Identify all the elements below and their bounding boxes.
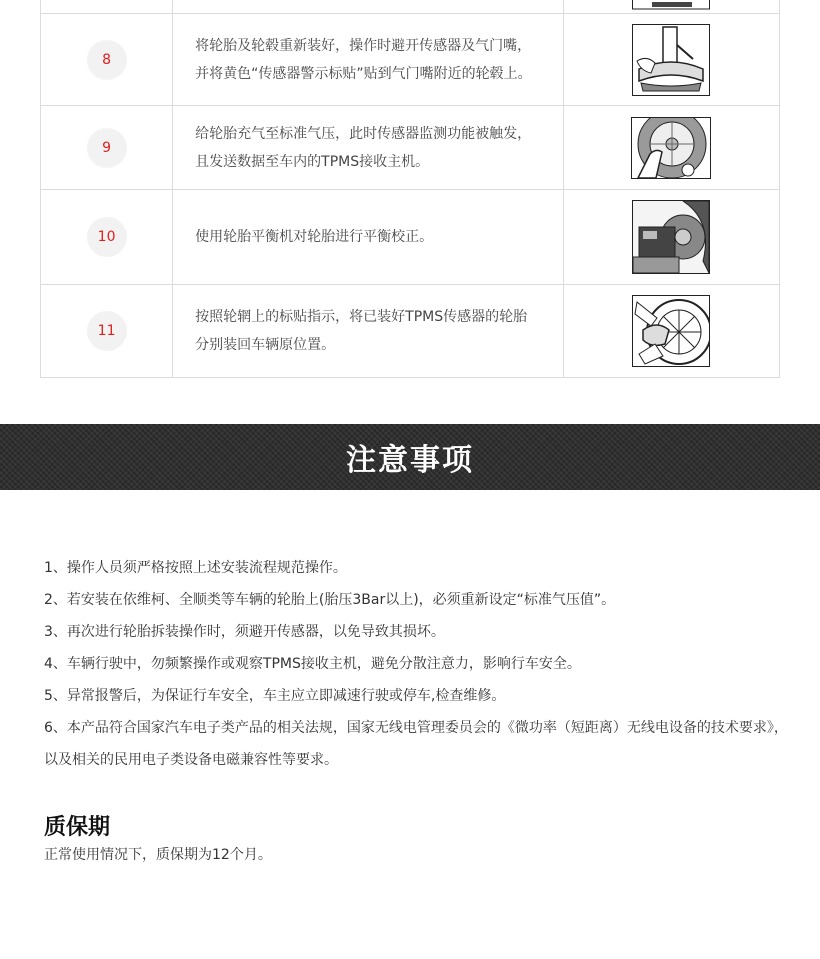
step-text: 按照轮辋上的标贴指示，将已装好TPMS传感器的轮胎分别装回车辆原位置。 bbox=[195, 309, 528, 353]
list-item: 5、异常报警后，为保证行车安全，车主应立即减速行驶或停车,检查维修。 bbox=[44, 688, 506, 704]
step-text: 将轮胎及轮毂重新装好，操作时避开传感器及气门嘴，并将黄色“传感器警示标贴”贴到气门嘴附近的轮毂上。 bbox=[195, 37, 532, 82]
step-number: 10 bbox=[87, 217, 127, 257]
notes-list bbox=[44, 552, 794, 776]
table-row bbox=[41, 106, 780, 190]
tire-balance-icon bbox=[632, 200, 710, 274]
step-text: 使用轮胎平衡机对轮胎进行平衡校正。 bbox=[195, 229, 434, 245]
step-text: 给轮胎充气至标准气压，此时传感器监测功能被触发，且发送数据至车内的TPMS接收主机。 bbox=[195, 125, 532, 170]
list-item: 1、操作人员须严格按照上述安装流程规范操作。 bbox=[44, 560, 347, 576]
tire-mount-icon bbox=[632, 24, 710, 96]
install-steps-table bbox=[40, 0, 780, 378]
wheel-install-icon bbox=[632, 295, 710, 367]
table-row bbox=[41, 190, 780, 285]
step-number: 9 bbox=[87, 128, 127, 168]
list-item: 2、若安装在依维柯、全顺类等车辆的轮胎上(胎压3Bar以上)，必须重新设定“标准气压值”。 bbox=[44, 592, 616, 608]
step-number: 8 bbox=[87, 40, 127, 80]
list-item: 3、再次进行轮胎拆装操作时，须避开传感器，以免导致其损坏。 bbox=[44, 624, 445, 640]
warranty-text: 正常使用情况下，质保期为12个月。 bbox=[44, 847, 272, 863]
list-item: 4、车辆行驶中，勿频繁操作或观察TPMS接收主机，避免分散注意力，影响行车安全。 bbox=[44, 656, 581, 672]
tire-inflate-icon bbox=[631, 117, 711, 179]
tire-sensor-icon bbox=[632, 0, 710, 10]
table-row bbox=[41, 0, 780, 14]
warranty-title: 质保期 bbox=[44, 815, 111, 840]
table-row bbox=[41, 14, 780, 106]
banner-title: 注意事项 bbox=[346, 443, 474, 478]
list-item: 6、本产品符合国家汽车电子类产品的相关法规，国家无线电管理委员会的《微功率（短距离）无线电设备的技术要求》，以及相关的民用电子类设备电磁兼容性等要求。 bbox=[44, 720, 788, 768]
step-number: 11 bbox=[87, 311, 127, 351]
notice-banner bbox=[0, 424, 820, 490]
table-row bbox=[41, 285, 780, 378]
